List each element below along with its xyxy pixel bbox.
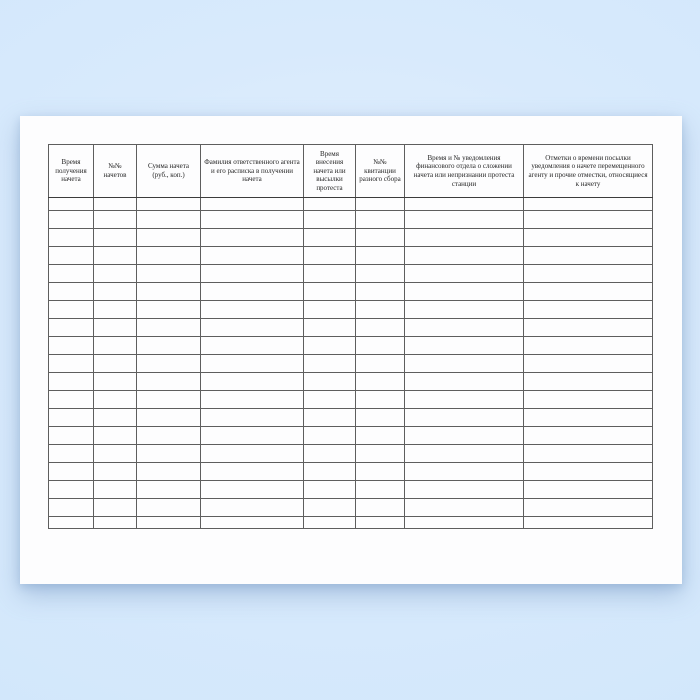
table-cell [304,283,356,301]
table-cell [201,445,304,463]
table-cell [49,319,94,337]
column-header-1: Время получения начета [49,145,94,198]
table-cell [94,198,137,211]
table-cell [304,247,356,265]
table-cell [405,499,524,517]
table-cell [137,247,201,265]
table-cell [94,337,137,355]
table-cell [49,198,94,211]
table-cell [201,481,304,499]
table-cell [524,283,653,301]
table-cell [356,229,405,247]
table-row [49,337,653,355]
table-cell [49,301,94,319]
table-row [49,265,653,283]
table-cell [405,283,524,301]
table-cell [356,517,405,529]
table-cell [94,481,137,499]
table-cell [94,229,137,247]
table-cell [356,427,405,445]
table-cell [94,373,137,391]
table-cell [356,283,405,301]
table-cell [137,337,201,355]
table-cell [304,391,356,409]
table-cell [524,481,653,499]
table-cell [94,283,137,301]
table-cell [356,409,405,427]
table-row [49,427,653,445]
table-cell [524,409,653,427]
table-cell [49,517,94,529]
table-cell [304,265,356,283]
table-cell [137,481,201,499]
table-cell [405,481,524,499]
table-cell [201,499,304,517]
table-cell [201,319,304,337]
table-cell [49,211,94,229]
table-cell [405,198,524,211]
table-cell [137,301,201,319]
table-cell [49,247,94,265]
table-cell [304,517,356,529]
table-cell [524,427,653,445]
table-cell [304,319,356,337]
table-cell [49,391,94,409]
table-cell [304,198,356,211]
table-cell [356,463,405,481]
table-cell [201,373,304,391]
table-cell [137,355,201,373]
table-cell [304,409,356,427]
table-cell [356,373,405,391]
table-cell [201,247,304,265]
table-cell [524,198,653,211]
table-cell [201,229,304,247]
table-cell [94,445,137,463]
table-cell [49,337,94,355]
column-header-3: Сумма начета (руб., коп.) [137,145,201,198]
table-cell [94,409,137,427]
table-header-row [49,145,653,198]
table-cell [524,211,653,229]
table-cell [304,445,356,463]
table-cell [405,355,524,373]
table-row [49,373,653,391]
table-cell [201,517,304,529]
table-cell [304,337,356,355]
table-cell [405,391,524,409]
table-cell [49,445,94,463]
table-cell [137,427,201,445]
table-cell [356,391,405,409]
table-row [49,301,653,319]
table-cell [524,301,653,319]
table-cell [405,337,524,355]
table-cell [356,265,405,283]
table-cell [405,319,524,337]
column-header-5: Время внесения начета или высылки протеста [304,145,356,198]
table-row [49,283,653,301]
table-cell [356,445,405,463]
table-cell [201,265,304,283]
paper-sheet [20,116,682,584]
column-header-7: Время и № уведомления финансового отдела о сложении начета или непризнании протеста станции [405,145,524,198]
table-cell [304,301,356,319]
table-cell [201,283,304,301]
table-cell [137,463,201,481]
table-cell [524,391,653,409]
table-row [49,247,653,265]
table-cell [201,409,304,427]
table-cell [137,265,201,283]
table-cell [94,499,137,517]
table-cell [137,319,201,337]
table-cell [49,409,94,427]
table-cell [405,445,524,463]
table-cell [201,427,304,445]
table-cell [356,211,405,229]
table-cell [356,319,405,337]
table-cell [94,391,137,409]
table-cell [356,247,405,265]
table-cell [49,229,94,247]
table-cell [201,211,304,229]
table-cell [137,409,201,427]
table-cell [524,463,653,481]
table-cell [405,409,524,427]
table-row [49,229,653,247]
table-cell [524,355,653,373]
table-cell [49,499,94,517]
table-row [49,481,653,499]
table-cell [405,517,524,529]
table-cell [49,481,94,499]
table-row [49,463,653,481]
table-cell [405,211,524,229]
table-cell [94,319,137,337]
table-cell [94,265,137,283]
table-cell [201,355,304,373]
column-header-8: Отметки о времени посылки уведомления о начете перемещенного агенту и прочие отместки, относящиеся к начету [524,145,653,198]
table-cell [304,229,356,247]
table-cell [49,427,94,445]
table-row [49,517,653,529]
table-cell [405,301,524,319]
table-cell [405,229,524,247]
table-cell [49,265,94,283]
table-cell [49,355,94,373]
table-cell [405,373,524,391]
table-cell [137,373,201,391]
column-header-4: Фамилия ответственного агента и его расписка в получении начета [201,145,304,198]
table-row [49,391,653,409]
table-cell [524,517,653,529]
table-cell [94,247,137,265]
table-cell [524,265,653,283]
table-cell [94,301,137,319]
table-row [49,445,653,463]
table-cell [137,499,201,517]
table-cell [49,463,94,481]
table-cell [356,355,405,373]
table-cell [94,463,137,481]
table-cell [304,355,356,373]
table-cell [524,337,653,355]
table-cell [356,337,405,355]
table-row [49,211,653,229]
table-cell [304,427,356,445]
table-cell [49,373,94,391]
table-cell [201,337,304,355]
table-cell [94,427,137,445]
table-cell [524,229,653,247]
table-cell [356,301,405,319]
table-cell [137,211,201,229]
table-cell [524,445,653,463]
table-cell [304,211,356,229]
table-cell [137,283,201,301]
table-cell [356,499,405,517]
table-cell [201,463,304,481]
table-cell [356,481,405,499]
table-cell [524,373,653,391]
column-header-2: №№ начетов [94,145,137,198]
table-cell [137,391,201,409]
table-cell [405,427,524,445]
table-cell [405,265,524,283]
table-cell [201,391,304,409]
table-cell [201,198,304,211]
table-cell [304,499,356,517]
table-cell [304,463,356,481]
table-cell [137,517,201,529]
table-cell [49,283,94,301]
table-cell [405,247,524,265]
table-row [49,409,653,427]
table-cell [137,229,201,247]
table-row [49,355,653,373]
table-cell [137,445,201,463]
table-cell [94,355,137,373]
table-cell [524,247,653,265]
table-cell [94,517,137,529]
table-cell [304,481,356,499]
register-table [48,144,653,529]
table-cell [524,499,653,517]
table-cell [137,198,201,211]
table-row [49,499,653,517]
table-cell [304,373,356,391]
table-row [49,198,653,211]
table-cell [201,301,304,319]
table-cell [356,198,405,211]
table-cell [94,211,137,229]
table-cell [524,319,653,337]
table-row [49,319,653,337]
column-header-6: №№ квитанции разного сбора [356,145,405,198]
table-cell [405,463,524,481]
